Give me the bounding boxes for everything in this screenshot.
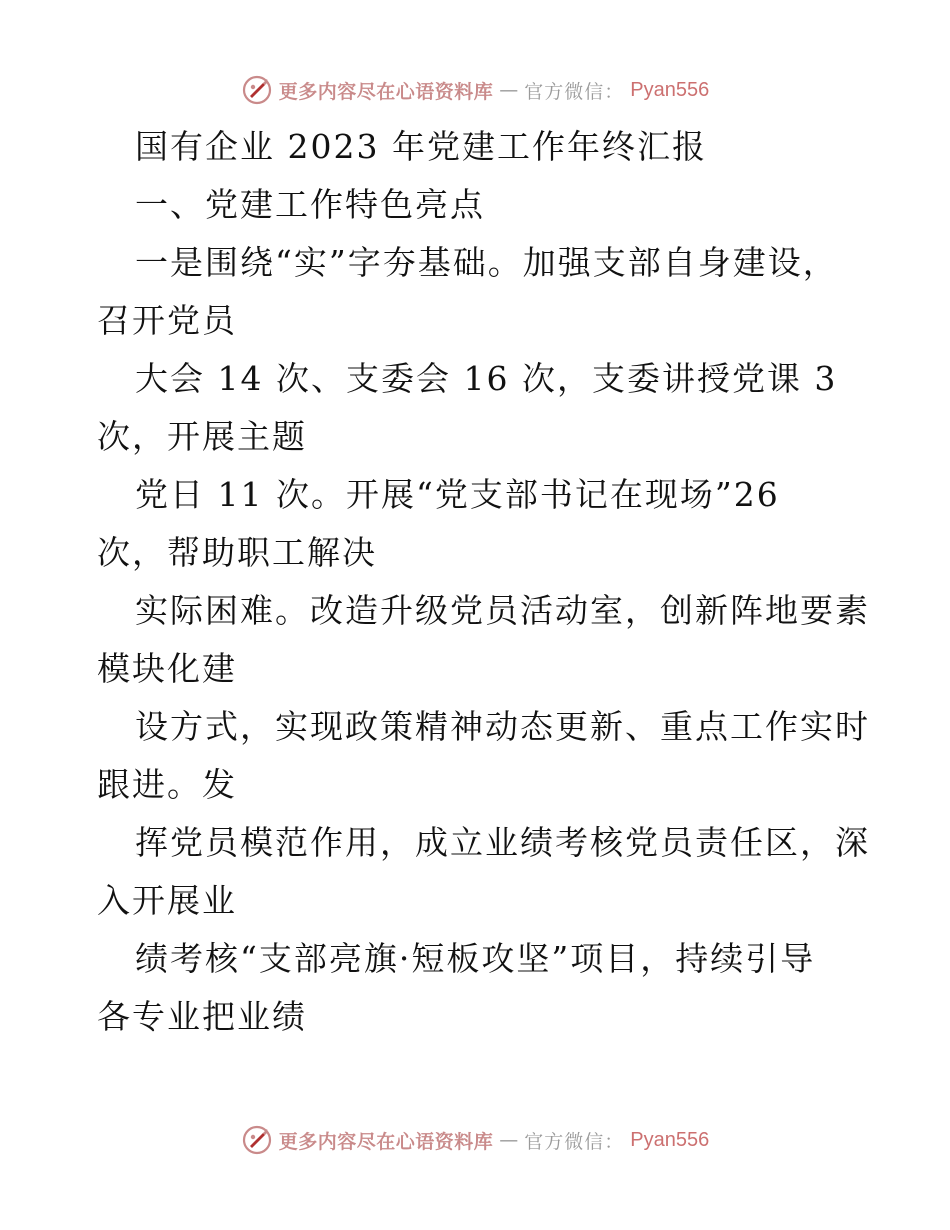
- paragraph-line: 挥党员模范作用，成立业绩考核党员责任区，深: [135, 823, 870, 862]
- watermark-footer: [0, 1122, 950, 1158]
- paragraph-line: 跟进。发: [97, 765, 237, 804]
- paragraph-line: 党日 11 次。开展“党支部书记在现场”26: [135, 475, 780, 514]
- document-title: 国有企业 2023 年党建工作年终汇报: [135, 127, 707, 166]
- watermark-text: 更多内容尽在心语资料库: [278, 1130, 494, 1153]
- paragraph-line: 模块化建: [97, 649, 237, 688]
- watermark-wechat-id: Pyan556: [630, 1128, 710, 1151]
- paragraph-line: 设方式，实现政策精神动态更新、重点工作实时: [135, 707, 870, 746]
- watermark-wechat-label: 官方微信：: [524, 80, 625, 103]
- section-heading: 一、党建工作特色亮点: [135, 185, 485, 224]
- paragraph-line: 次，帮助职工解决: [97, 533, 377, 572]
- paragraph-line: 次，开展主题: [97, 417, 307, 456]
- logo-icon: [241, 1124, 273, 1156]
- paragraph-line: 实际困难。改造升级党员活动室，创新阵地要素: [135, 591, 870, 630]
- watermark-wechat-label: 官方微信：: [524, 1130, 625, 1153]
- paragraph-line: 一是围绕“实”字夯基础。加强支部自身建设，: [135, 243, 838, 282]
- paragraph-line: 绩考核“支部亮旗·短板攻坚”项目，持续引导: [135, 939, 816, 978]
- paragraph-line: 各专业把业绩: [97, 997, 307, 1036]
- logo-icon: [241, 74, 273, 106]
- paragraph-line: 召开党员: [97, 301, 237, 340]
- watermark-wechat-id: Pyan556: [630, 78, 710, 101]
- watermark-dash: —: [499, 79, 519, 101]
- paragraph-line: 入开展业: [97, 881, 237, 920]
- watermark-dash: —: [499, 1129, 519, 1151]
- watermark-text: 更多内容尽在心语资料库: [278, 80, 494, 103]
- paragraph-line: 大会 14 次、支委会 16 次，支委讲授党课 3: [135, 359, 838, 398]
- watermark-header: [0, 72, 950, 108]
- document-body: [97, 118, 870, 1046]
